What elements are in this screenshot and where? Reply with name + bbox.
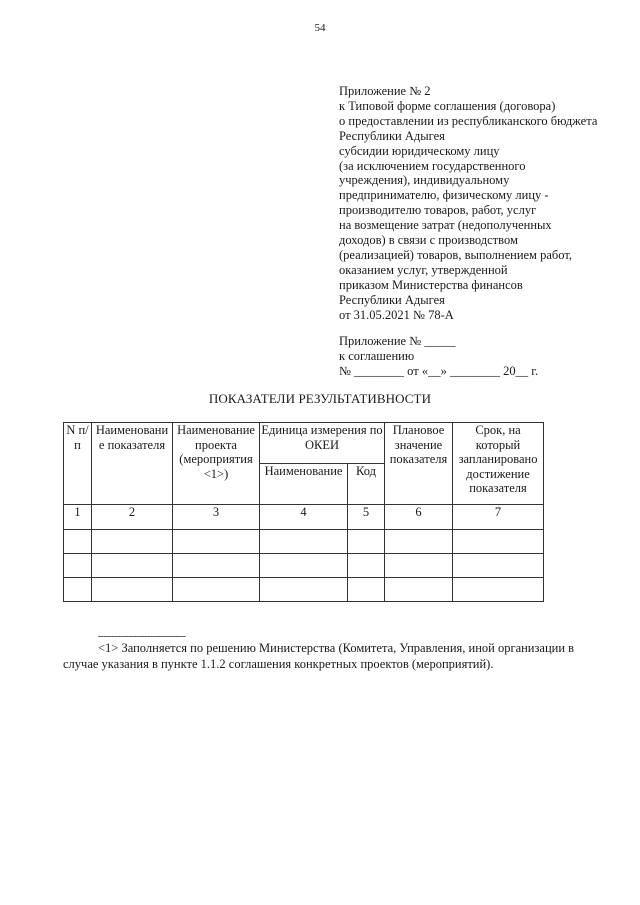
- footnote-line: случае указания в пункте 1.1.2 соглашения конкретных проектов (мероприятий).: [63, 657, 494, 671]
- appendix-line: учреждения), индивидуальному: [339, 173, 510, 188]
- appendix-line: Республики Адыгея: [339, 292, 445, 307]
- column-number-cell: 5: [348, 505, 385, 530]
- agreement-reference: [339, 334, 629, 379]
- col-planned-value-header: Плановое значение показателя: [385, 423, 453, 505]
- table-cell: [92, 554, 173, 578]
- column-number-cell: 4: [260, 505, 348, 530]
- col-indicator-name-header: Наименовани е показателя: [92, 423, 173, 505]
- document-heading: ПОКАЗАТЕЛИ РЕЗУЛЬТАТИВНОСТИ: [208, 391, 432, 406]
- agreement-number-date: № ________ от «__» ________ 20__ г.: [339, 363, 539, 378]
- table-row: [64, 530, 544, 554]
- table-row: [64, 578, 544, 602]
- table-cell: [385, 554, 453, 578]
- table-cell: [453, 530, 544, 554]
- appendix-line: от 31.05.2021 № 78-А: [339, 307, 454, 322]
- appendix-line: предпринимателю, физическому лицу -: [339, 188, 549, 203]
- appendix-line: о предоставлении из республиканского бюджета: [339, 113, 598, 128]
- column-number-cell: 7: [453, 505, 544, 530]
- footnote-line: <1> Заполняется по решению Министерства (Комитета, Управления, иной организации в: [98, 641, 575, 655]
- table-cell: [385, 530, 453, 554]
- column-number-cell: 1: [64, 505, 92, 530]
- col-unit-name-header: Наименование: [260, 464, 348, 505]
- table-cell: [64, 578, 92, 602]
- agreement-appendix-number: Приложение № _____: [339, 334, 456, 348]
- footnote: [63, 640, 605, 672]
- table-cell: [453, 578, 544, 602]
- column-number-cell: 2: [92, 505, 173, 530]
- table-cell: [453, 554, 544, 578]
- table-cell: [173, 554, 260, 578]
- table-cell: [260, 530, 348, 554]
- table-row: [64, 554, 544, 578]
- col-deadline-header: Срок, на который запланировано достижение показателя: [453, 423, 544, 505]
- appendix-line: Приложение № 2: [339, 84, 431, 98]
- col-unit-group-header: Единица измерения по ОКЕИ: [260, 423, 385, 464]
- appendix-line: (за исключением государственного: [339, 158, 526, 173]
- column-number-cell: 6: [385, 505, 453, 530]
- table-cell: [92, 578, 173, 602]
- appendix-line: субсидии юридическому лицу: [339, 143, 500, 158]
- table-cell: [348, 578, 385, 602]
- appendix-header: [339, 84, 629, 323]
- appendix-line: производителю товаров, работ, услуг: [339, 203, 537, 218]
- table-cell: [385, 578, 453, 602]
- appendix-line: (реализацией) товаров, выполнением работ,: [339, 247, 572, 262]
- column-number-cell: 3: [173, 505, 260, 530]
- table-cell: [92, 530, 173, 554]
- footnote-separator: --------------------------------: [98, 631, 186, 642]
- col-project-name-header: Наименование проекта (мероприятия <1>): [173, 423, 260, 505]
- page-number: 54: [314, 22, 326, 34]
- col-unit-code-header: Код: [348, 464, 385, 505]
- appendix-line: оказанием услуг, утвержденной: [339, 262, 508, 277]
- appendix-line: доходов) в связи с производством: [339, 233, 518, 248]
- table-cell: [348, 530, 385, 554]
- indicators-table: [63, 422, 544, 602]
- col-number-header: N п/п: [64, 423, 92, 505]
- table-cell: [173, 530, 260, 554]
- table-cell: [260, 578, 348, 602]
- table-cell: [260, 554, 348, 578]
- agreement-label: к соглашению: [339, 348, 415, 363]
- appendix-line: к Типовой форме соглашения (договора): [339, 98, 556, 113]
- table-cell: [348, 554, 385, 578]
- appendix-line: Республики Адыгея: [339, 128, 445, 143]
- table-cell: [64, 554, 92, 578]
- appendix-line: на возмещение затрат (недополученных: [339, 218, 552, 233]
- table-cell: [64, 530, 92, 554]
- column-number-row: [64, 505, 544, 530]
- table-cell: [173, 578, 260, 602]
- appendix-line: приказом Министерства финансов: [339, 277, 523, 292]
